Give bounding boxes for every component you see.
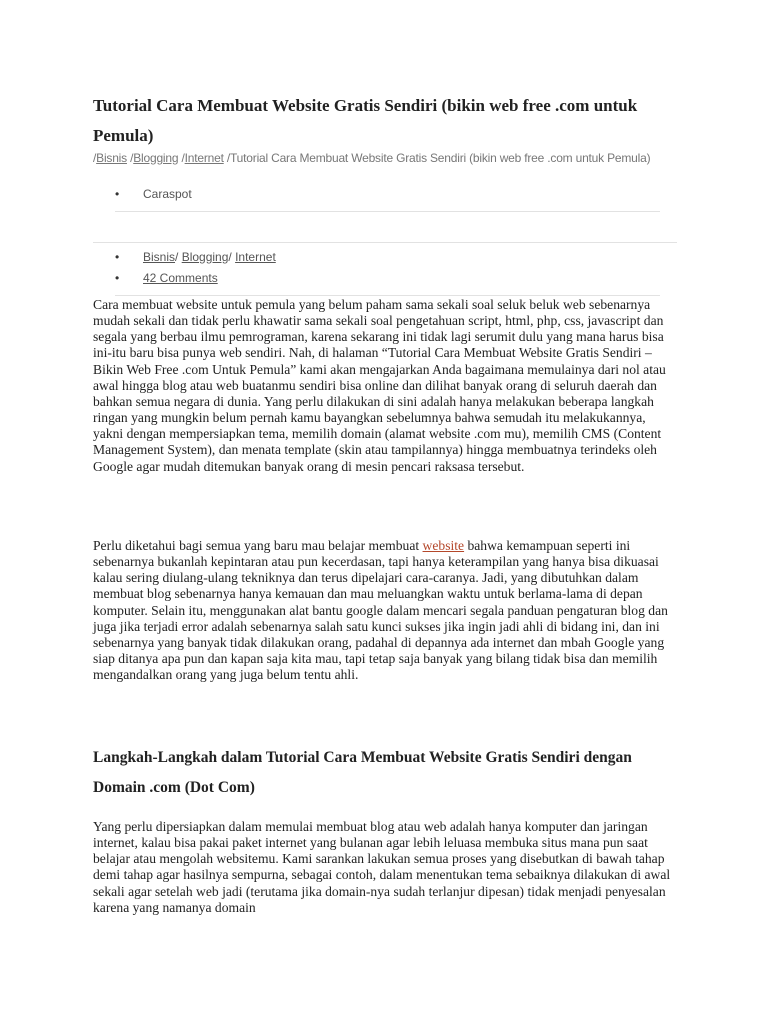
category-separator: / [228, 250, 236, 264]
category-link-blogging[interactable]: Blogging [181, 250, 229, 264]
section-heading: Langkah-Langkah dalam Tutorial Cara Membuat Website Gratis Sendiri dengan Domain .com (Dot Com) [93, 749, 632, 796]
divider [115, 295, 660, 296]
breadcrumb-separator: / [223, 151, 230, 165]
comments-link[interactable]: 42 Comments [143, 271, 218, 285]
paragraph-text: Perlu diketahui bagi semua yang baru mau belajar membuat [93, 538, 423, 553]
website-link[interactable]: website [422, 538, 465, 553]
breadcrumb [93, 151, 658, 166]
divider [115, 211, 660, 212]
author-list [115, 187, 192, 201]
article-paragraph-1: Cara membuat website untuk pemula yang belum paham sama sekali soal seluk beluk web sebenarnya mudah sekali dan tidak perlu khawatir sama sekali soal pengetahuan script, html, php, css, javascript dan segala yang berbau ilmu pemrograman, karena sekarang ini tidak lagi serumit dulu yang mana harus bisa ini-itu baru bisa punya web sendiri. Nah, di halaman “Tutorial Cara Membuat Website Gratis Sendiri – Bikin Web Free .com Untuk Pemula” kami akan mengajarkan Anda bagaimana memulainya dari nol atau awal hingga blog atau web buatanmu sendiri bisa online dan dilihat banyak orang di seluruh daerah dan bahkan semua negara di dunia. Yang perlu dilakukan di sini adalah hanya melakukan beberapa langkah ringan yang mungkin belum pernah kamu bayangkan sebelumnya bahwa semudah itu melakukannya, yakni dengan mempersiapkan tema, memilih domain (alamat website .com mu), memilih CMS (Content Management System), dan menata template (skin atau tampilannya) hingga membuatnya terindeks oleh Google agar mudah ditemukan banyak orang di mesin pencari raksasa tersebut. [93, 297, 666, 474]
article-paragraph-3: Yang perlu dipersiapkan dalam memulai membuat blog atau web adalah hanya komputer dan jaringan internet, kalau bisa pakai paket internet yang bulanan agar lebih leluasa membuka situs mana pun saat belajar atau mengolah websitemu. Kami sarankan lakukan semua proses yang disebutkan di bawah tahap demi tahap agar hasilnya sempurna, sebagai contoh, dalam menentukan tema sebaiknya dilakukan di awal sekali agar setelah web jadi (terutama jika domain-nya sudah terlanjur dipesan) tidak menjadi penyesalan karena yang namanya domain [93, 819, 671, 915]
breadcrumb-current: Tutorial Cara Membuat Website Gratis Sendiri (bikin web free .com untuk Pemula) [230, 151, 651, 165]
category-link-internet[interactable]: Internet [235, 250, 276, 264]
author-item [115, 187, 192, 201]
breadcrumb-separator: / [178, 151, 185, 165]
comments-item [115, 271, 276, 292]
article-paragraph-2 [93, 538, 678, 683]
categories-item [115, 250, 276, 271]
category-separator: / [175, 250, 182, 264]
breadcrumb-link-blogging[interactable]: Blogging [133, 151, 179, 165]
breadcrumb-link-bisnis[interactable]: Bisnis [96, 151, 127, 165]
paragraph-text: bahwa kemampuan seperti ini sebenarnya bukanlah kepintaran atau pun kecerdasan, tapi hanya keterampilan yang hanya bisa dikuasai kalau sering diulang-ulang tekniknya dan terus dipelajari cara-caranya. Jadi, yang dibutuhkan dalam membuat blog sebenarnya hanya kemauan dan mau meluangkan waktu untuk berlama-lama di depan komputer. Selain itu, menggunakan alat bantu google dalam mencari segala panduan pengaturan blog dan juga jika terjadi error adalah sebenarnya salah satu kunci sukses jika ingin jadi ahli di bidang ini, dan ini sebenarnya yang banyak tidak dilakukan orang, padahal di depannya ada internet dan mbah Google yang siap ditanya apa pun dan kapan saja kita mau, tapi tetap saja banyak yang bilang tidak bisa dan memilih mengandalkan orang yang juga belum tentu ahli. [93, 538, 668, 683]
article-title: Tutorial Cara Membuat Website Gratis Sendiri (bikin web free .com untuk Pemula) [93, 96, 638, 145]
breadcrumb-link-internet[interactable]: Internet [184, 151, 224, 165]
breadcrumb-separator: / [126, 151, 134, 165]
divider [93, 242, 677, 243]
author-name: Caraspot [143, 187, 192, 201]
breadcrumb-separator: / [93, 151, 97, 165]
category-link-bisnis[interactable]: Bisnis [143, 250, 176, 264]
post-meta-list [115, 250, 276, 292]
